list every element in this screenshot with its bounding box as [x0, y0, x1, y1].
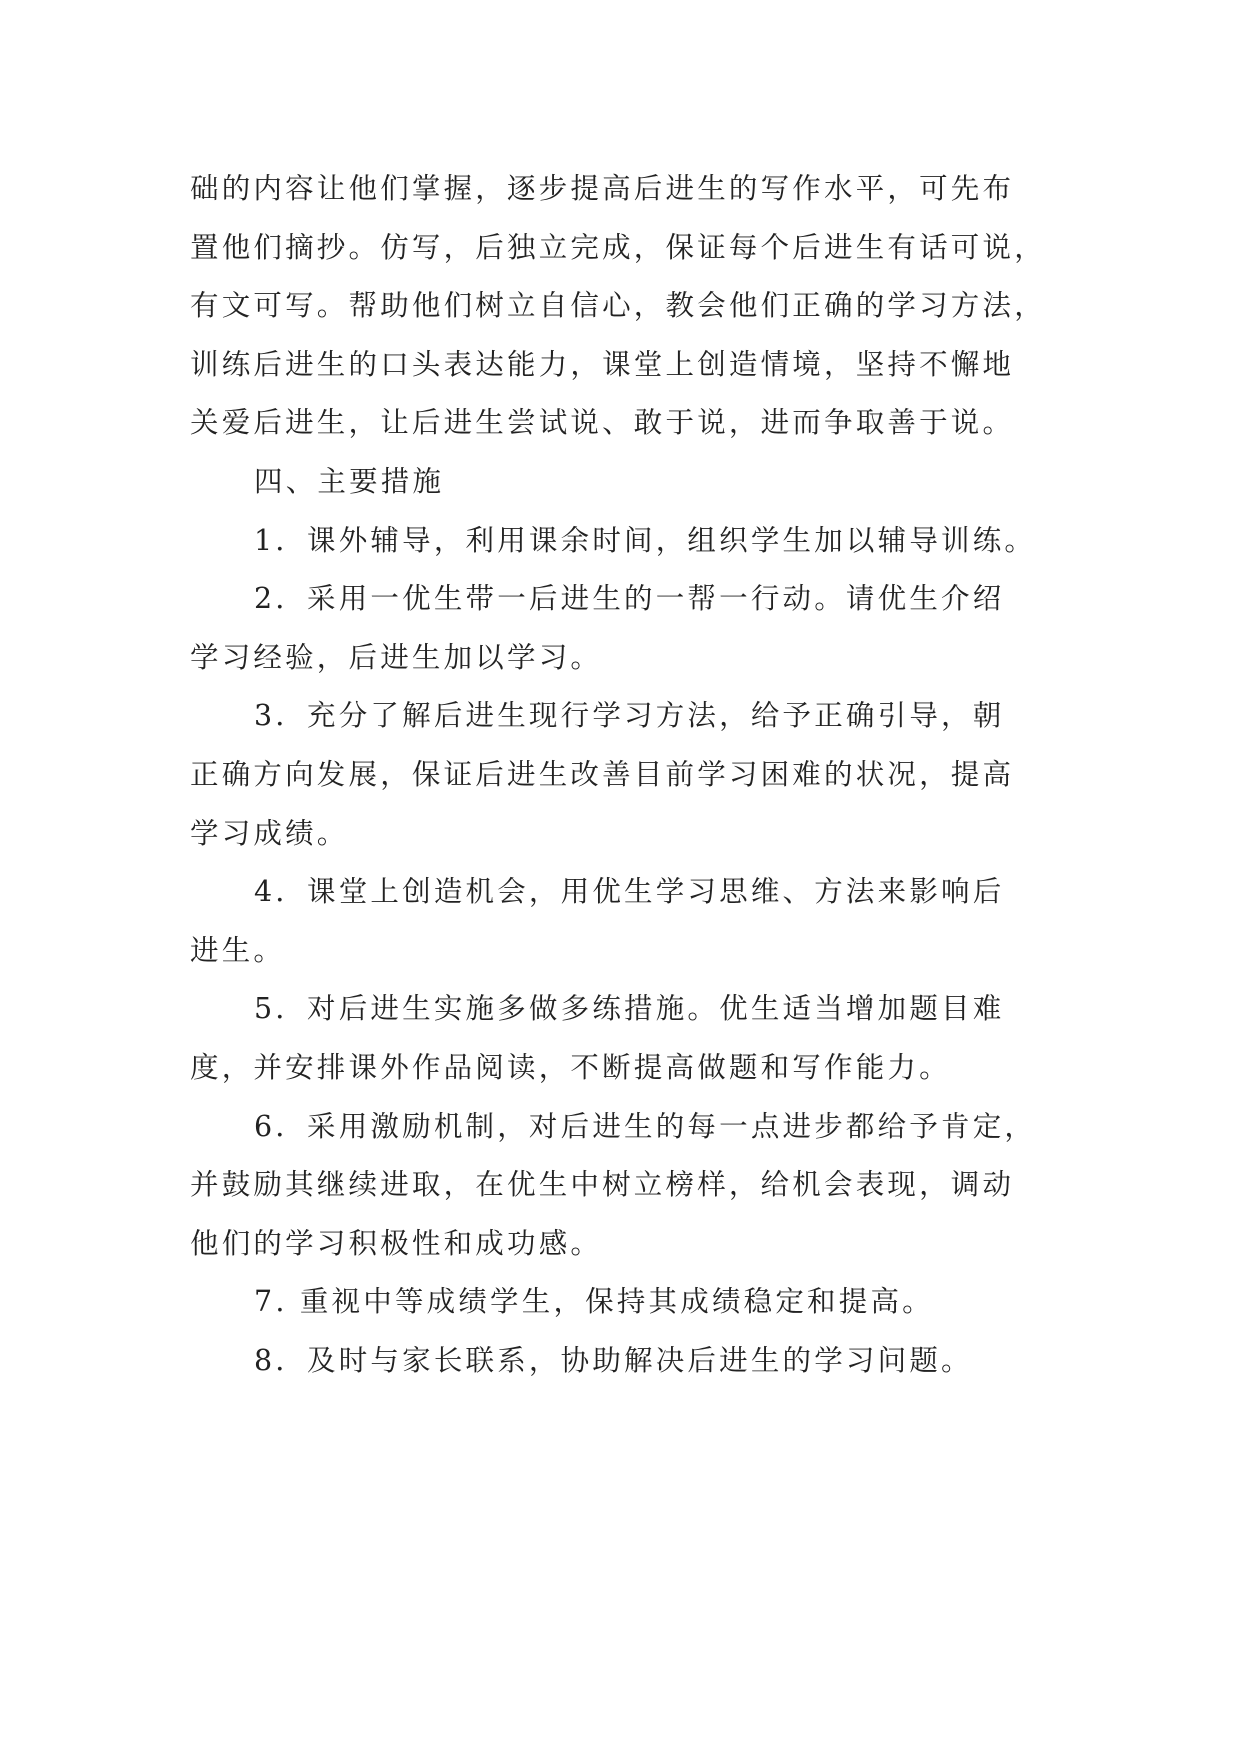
text-line: 学习经验，后进生加以学习。 [190, 640, 603, 674]
text-line: 四、主要措施 [254, 464, 445, 498]
text-line: 8．及时与家长联系，协助解决后进生的学习问题。 [254, 1343, 973, 1377]
text-line: 关爱后进生，让后进生尝试说、敢于说，进而争取善于说。 [190, 406, 1015, 440]
text-line: 6．采用激励机制，对后进生的每一点进步都给予肯定， [254, 1109, 1037, 1143]
text-line: 置他们摘抄。仿写，后独立完成，保证每个后进生有话可说， [190, 230, 1046, 264]
text-line: 正确方向发展，保证后进生改善目前学习困难的状况，提高 [190, 757, 1015, 791]
document-body [190, 160, 1070, 1390]
text-line: 7. 重视中等成绩学生，保持其成绩稳定和提高。 [254, 1285, 934, 1319]
text-line: 3．充分了解后进生现行学习方法，给予正确引导，朝 [254, 699, 1005, 733]
text-line: 4．课堂上创造机会，用优生学习思维、方法来影响后 [254, 875, 1005, 909]
text-line: 2．采用一优生带一后进生的一帮一行动。请优生介绍 [254, 582, 1005, 616]
text-line: 度，并安排课外作品阅读，不断提高做题和写作能力。 [190, 1050, 951, 1084]
text-line: 5．对后进生实施多做多练措施。优生适当增加题目难 [254, 992, 1005, 1026]
text-line: 进生。 [190, 933, 286, 967]
text-line: 础的内容让他们掌握，逐步提高后进生的写作水平，可先布 [190, 172, 1015, 205]
text-line: 训练后进生的口头表达能力，课堂上创造情境，坚持不懈地 [190, 347, 1015, 381]
text-line: 他们的学习积极性和成功感。 [190, 1226, 603, 1260]
text-line: 1．课外辅导，利用课余时间，组织学生加以辅导训练。 [254, 523, 1037, 557]
text-line: 有文可写。帮助他们树立自信心，教会他们正确的学习方法， [190, 289, 1046, 323]
text-line: 学习成绩。 [190, 816, 349, 850]
text-line: 并鼓励其继续进取，在优生中树立榜样，给机会表现，调动 [190, 1168, 1015, 1202]
